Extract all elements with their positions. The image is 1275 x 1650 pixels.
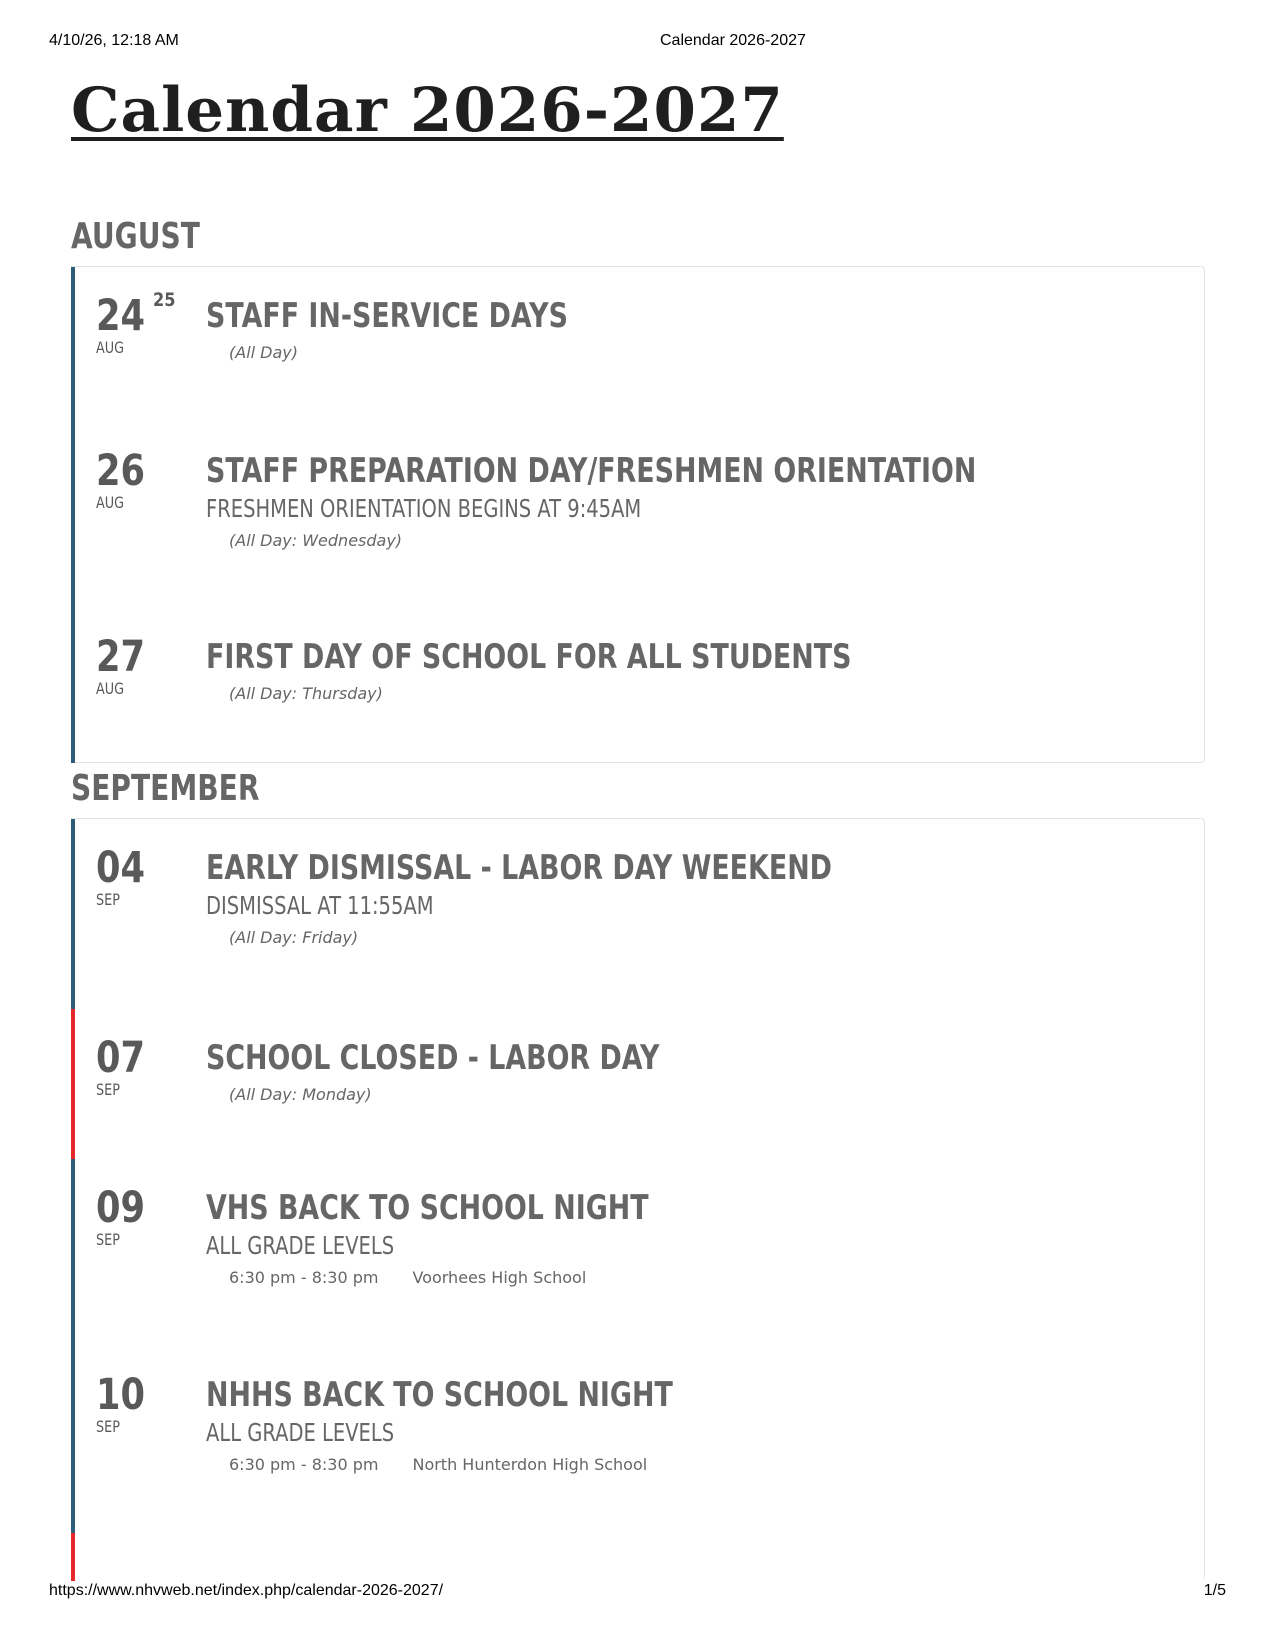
event-time-location [229, 1268, 1194, 1287]
event-item[interactable] [71, 819, 1204, 1009]
event-title[interactable]: FIRST DAY OF SCHOOL FOR ALL STUDENTS [206, 637, 852, 677]
event-body [206, 849, 1194, 947]
event-title[interactable]: NHHS BACK TO SCHOOL NIGHT [206, 1375, 673, 1415]
event-title[interactable]: EARLY DISMISSAL - LABOR DAY WEEKEND [206, 848, 832, 888]
event-day-end: 25 [153, 289, 176, 311]
event-title[interactable]: STAFF IN-SERVICE DAYS [206, 296, 568, 336]
event-month: AUG [96, 338, 125, 357]
event-category-bar [71, 1346, 75, 1533]
event-date [96, 1183, 206, 1249]
print-url: https://www.nhvweb.net/index.php/calendar-2026-2027/ [49, 1582, 444, 1599]
event-category-bar [71, 1009, 75, 1159]
event-location: North Hunterdon High School [412, 1454, 648, 1474]
event-day: 04 [96, 843, 146, 893]
event-subtitle: DISMISSAL AT 11:55AM [206, 891, 434, 921]
event-time: (All Day: Wednesday) [229, 530, 403, 550]
month-events-september [71, 818, 1205, 1580]
event-time: (All Day: Thursday) [229, 684, 383, 704]
event-date [96, 289, 206, 357]
event-date [96, 446, 206, 512]
event-body [206, 638, 1194, 703]
event-month: AUG [96, 679, 125, 698]
event-body [206, 1189, 1194, 1287]
event-date [96, 843, 206, 909]
month-heading-august: AUGUST [71, 216, 200, 257]
event-item[interactable] [71, 608, 1204, 763]
event-day: 27 [96, 632, 146, 682]
event-time: 6:30 pm - 8:30 pm [229, 1454, 379, 1474]
event-time: (All Day: Friday) [229, 927, 359, 947]
event-category-bar [71, 1533, 75, 1581]
event-month: SEP [96, 890, 120, 909]
event-date [96, 632, 206, 698]
event-month: SEP [96, 1417, 120, 1436]
event-subtitle: ALL GRADE LEVELS [206, 1418, 395, 1448]
event-title[interactable]: STAFF PREPARATION DAY/FRESHMEN ORIENTATION [206, 451, 977, 491]
print-header [49, 32, 1226, 52]
event-day: 10 [96, 1370, 146, 1420]
event-month: SEP [96, 1080, 120, 1099]
event-title[interactable]: SCHOOL CLOSED - LABOR DAY [206, 1038, 660, 1078]
event-day: 07 [96, 1033, 146, 1083]
event-category-bar [71, 608, 75, 763]
event-title[interactable]: VHS BACK TO SCHOOL NIGHT [206, 1188, 649, 1228]
event-date [96, 1370, 206, 1436]
event-month: AUG [96, 493, 125, 512]
event-time: (All Day: Monday) [229, 1085, 372, 1105]
event-item[interactable] [71, 422, 1204, 608]
event-time-location [229, 1455, 1194, 1474]
event-time: 6:30 pm - 8:30 pm [229, 1267, 379, 1287]
print-timestamp: 4/10/26, 12:18 AM [49, 32, 179, 49]
month-heading-september: SEPTEMBER [71, 768, 260, 809]
event-subtitle: FRESHMEN ORIENTATION BEGINS AT 9:45AM [206, 494, 642, 524]
event-item[interactable] [71, 267, 1204, 422]
event-item-partial[interactable] [71, 1533, 1204, 1581]
print-document-title: Calendar 2026-2027 [660, 32, 806, 49]
event-date [96, 1033, 206, 1099]
event-item[interactable] [71, 1346, 1204, 1533]
month-events-august [71, 266, 1205, 763]
event-month: SEP [96, 1230, 120, 1249]
event-location: Voorhees High School [412, 1267, 587, 1287]
event-category-bar [71, 422, 75, 608]
event-body [206, 452, 1194, 550]
event-day: 26 [96, 446, 146, 496]
print-page-number: 1/5 [1203, 1582, 1226, 1599]
page-title: Calendar 2026-2027 [71, 75, 784, 146]
event-item[interactable] [71, 1009, 1204, 1159]
event-category-bar [71, 819, 75, 1009]
event-body [206, 1376, 1194, 1474]
event-subtitle: ALL GRADE LEVELS [206, 1231, 395, 1261]
event-day: 09 [96, 1183, 146, 1233]
event-category-bar [71, 267, 75, 422]
event-body [206, 297, 1194, 362]
event-category-bar [71, 1159, 75, 1346]
event-item[interactable] [71, 1159, 1204, 1346]
event-day: 24 [96, 291, 146, 341]
event-time: (All Day) [229, 343, 298, 363]
print-footer [49, 1582, 1226, 1602]
event-body [206, 1039, 1194, 1104]
